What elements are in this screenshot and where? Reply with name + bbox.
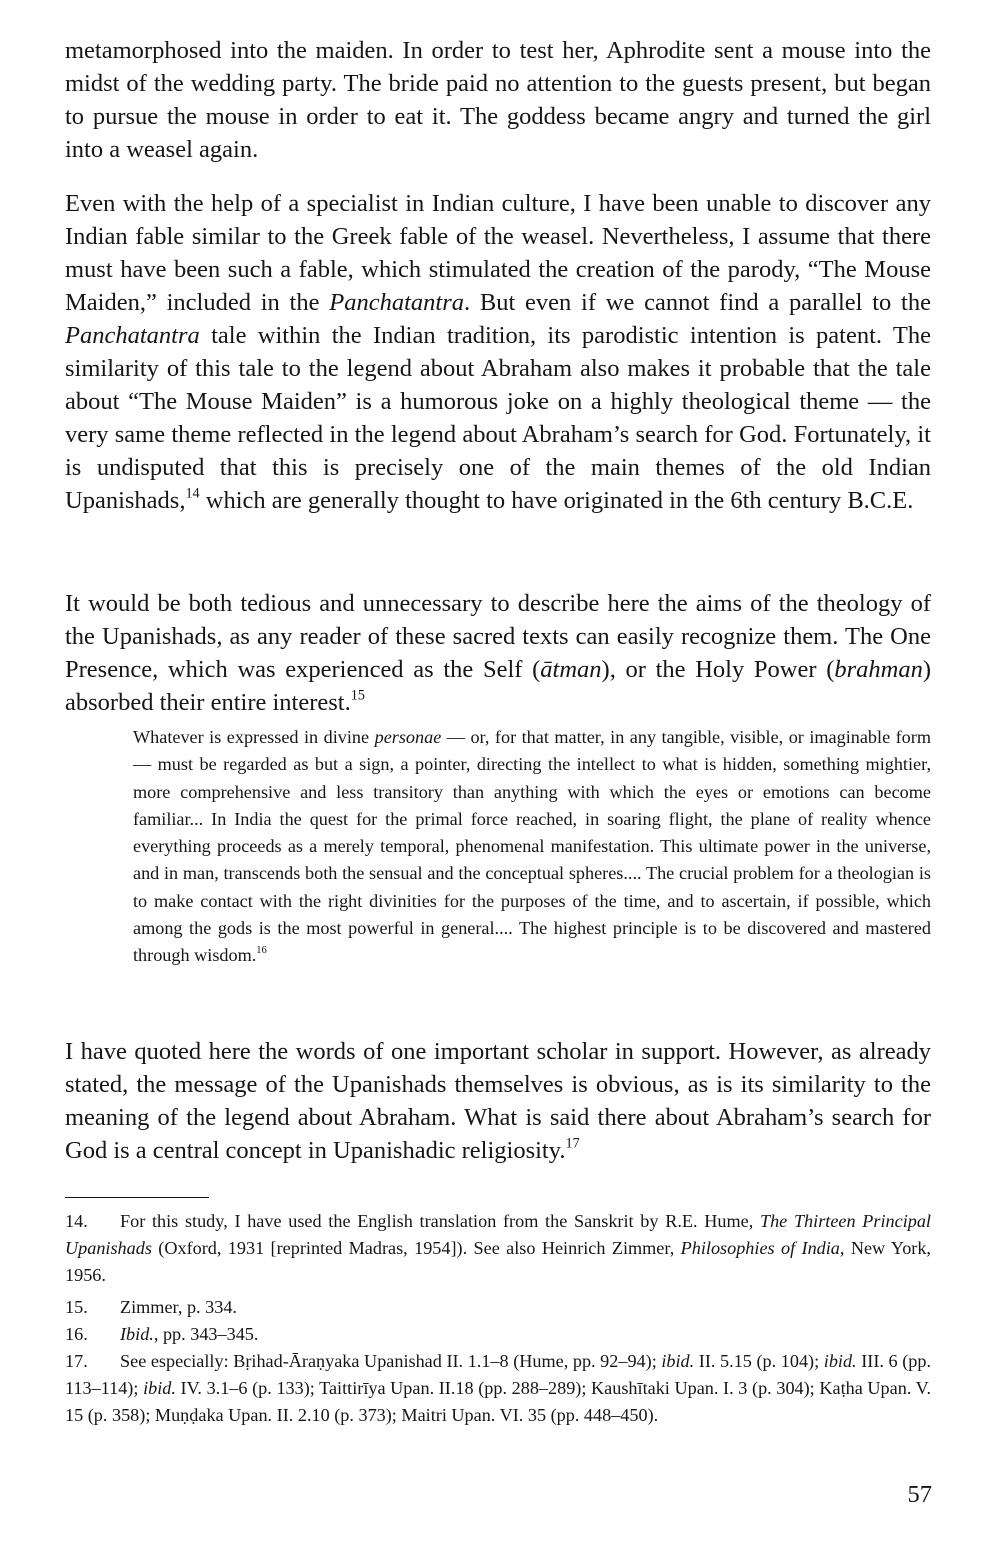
italic-term: brahman (834, 656, 923, 683)
footnote-15 (65, 1294, 931, 1321)
block-quote (133, 724, 931, 970)
footnote-divider (65, 1197, 209, 1198)
paragraph-text: metamorphosed into the maiden. In order to test her, Aphrodite sent a mouse into the midst of the wedding party. The bride paid no attention to the guests present, but began to pursue the mouse in order to eat it. The goddess became angry and turned the girl into a weasel again. (65, 37, 931, 163)
footnote-text: , New York, 1956. (65, 1238, 931, 1285)
paragraph-text: which are generally thought to have originated in the 6th century B.C.E. (199, 487, 914, 514)
footnote-number: 16. (65, 1324, 88, 1344)
paragraph-scholar-support (65, 1035, 931, 1167)
italic-ibid: ibid. (661, 1351, 695, 1371)
paragraph-upanishad-theology (65, 587, 931, 719)
italic-ibid: ibid. (143, 1378, 176, 1398)
quote-text: Whatever is expressed in divine (133, 727, 375, 747)
footnote-text: , pp. 343–345. (153, 1324, 259, 1344)
footnote-17 (65, 1348, 931, 1429)
footnote-text: II. 5.15 (p. 104); (694, 1351, 824, 1371)
footnote-16 (65, 1321, 931, 1348)
paragraph-weasel-fable-end (65, 34, 931, 166)
quote-text: — or, for that matter, in any tangible, visible, or imaginable form — must be regarded as but a sign, a pointer, directing the intellect to what is hidden, something mightier, more comprehensive and less transitory than anything with which the eyes or emotions can become familiar... In India the quest for the primal force reached, in soaring flight, the plane of reality whence everything proceeds as a merely temporal, phenomenal manifestation. This ultimate power in the universe, and in man, transcends both the sensual and the conceptual spheres.... The crucial problem for a theologian is to make contact with the right divinities for the purposes of the time, and to ascertain, if possible, which among the gods is the most powerful in general.... The highest principle is to be discovered and mastered through wisdom. (133, 727, 931, 966)
footnote-ref-14: 14 (185, 485, 200, 502)
paragraph-text: ), or the Holy Power ( (601, 656, 835, 683)
footnote-number: 17. (65, 1351, 88, 1371)
footnote-14 (65, 1208, 931, 1289)
italic-ibid: Ibid. (120, 1324, 154, 1344)
footnote-text: See especially: Bṛihad-Āraṇyaka Upanishad II. 1.1–8 (Hume, pp. 92–94); (120, 1351, 662, 1371)
footnote-ref-17: 17 (565, 1135, 580, 1152)
paragraph-text: I have quoted here the words of one important scholar in support. However, as already stated, the message of the Upanishads themselves is obvious, as is its similarity to the meaning of the legend about Abraham. What is said there about Abraham’s search for God is a central concept in Upanishadic religiosity. (65, 1038, 931, 1164)
footnote-text: IV. 3.1–6 (p. 133); Taittirīya Upan. II.18 (pp. 288–289); Kaushītaki Upan. I. 3 (p. 304); Kaṭha Upan. V. 15 (p. 358); Muṇḍaka Upan. II. 2.10 (p. 373); Maitri Upan. VI. 35 (pp. 448–450). (65, 1378, 932, 1425)
italic-title: Panchatantra (329, 289, 464, 316)
italic-term: ātman (540, 656, 602, 683)
footnote-number: 14. (65, 1211, 88, 1231)
paragraph-text: Even with the help of a specialist in Indian culture, I have been unable to discover any Indian fable similar to the Greek fable of the weasel. Nevertheless, I assume that there must have been such a fable, which stimulated the creation of the parody, “The Mouse Maiden,” included in the (65, 190, 931, 316)
italic-title: Philosophies of India (680, 1238, 840, 1258)
italic-title: Panchatantra (65, 322, 200, 349)
footnote-text: (Oxford, 1931 [reprinted Madras, 1954]). See also Heinrich Zimmer, (151, 1238, 681, 1258)
footnote-text: III. 6 (pp. 113–114); (65, 1351, 931, 1398)
paragraph-text: . But even if we cannot find a parallel to the (463, 289, 931, 316)
italic-term: personae (374, 727, 442, 747)
italic-title: The Thirteen Principal Upanishads (65, 1211, 931, 1258)
footnote-ref-16: 16 (256, 945, 267, 957)
footnote-text: For this study, I have used the English translation from the Sanskrit by R.E. Hume, (120, 1211, 760, 1231)
italic-ibid: ibid. (823, 1351, 857, 1371)
paragraph-text: tale within the Indian tradition, its parodistic intention is patent. The similarity of this tale to the legend about Abraham also makes it probable that the tale about “The Mouse Maiden” is a humorous joke on a highly theological theme — the very same theme reflected in the legend about Abraham’s search for God. Fortunately, it is undisputed that this is precisely one of the main themes of the old Indian Upanishads, (65, 322, 931, 514)
footnote-text: Zimmer, p. 334. (120, 1297, 237, 1317)
paragraph-text: ) absorbed their entire interest. (65, 656, 932, 716)
paragraph-mouse-maiden (65, 187, 931, 517)
footnote-number: 15. (65, 1297, 88, 1317)
footnote-ref-15: 15 (350, 687, 365, 704)
paragraph-text: It would be both tedious and unnecessary to describe here the aims of the theology of the Upanishads, as any reader of these sacred texts can easily recognize them. The One Presence, which was experienced as the Self ( (65, 590, 931, 683)
page-number: 57 (907, 1481, 932, 1508)
